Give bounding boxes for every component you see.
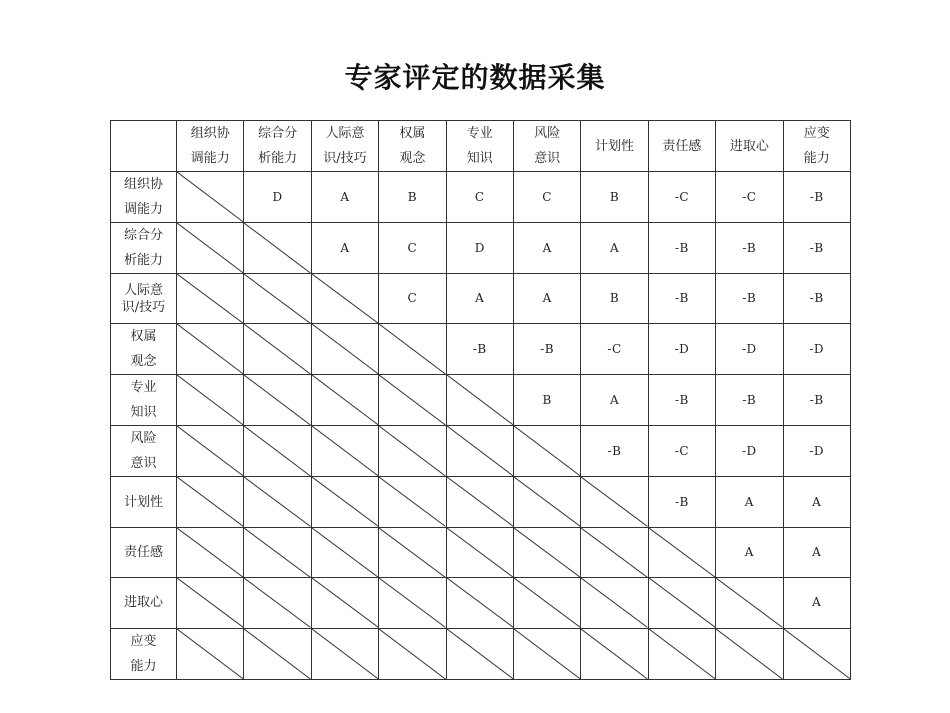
diagonal-slash — [514, 426, 580, 476]
empty-cell — [513, 426, 580, 477]
rating-cell — [513, 223, 580, 274]
empty-cell — [244, 223, 311, 274]
rating-cell — [716, 527, 783, 577]
rating-value: D — [272, 189, 283, 204]
diagonal-slash — [312, 629, 378, 679]
diagonal-slash — [581, 578, 647, 627]
empty-cell — [783, 628, 850, 679]
table-row — [111, 324, 851, 375]
rating-cell — [783, 527, 850, 577]
diagonal-slash — [177, 274, 243, 323]
rating-value: A — [609, 240, 620, 255]
rating-value: A — [812, 544, 822, 559]
row-header-label: 责任感 — [123, 544, 163, 560]
rating-cell — [446, 324, 513, 375]
rating-cell — [446, 274, 513, 324]
diagonal-slash — [784, 629, 850, 679]
diagonal-slash — [177, 375, 243, 425]
column-header — [581, 121, 648, 172]
rating-cell — [513, 324, 580, 375]
diagonal-slash — [177, 426, 243, 476]
empty-cell — [716, 628, 783, 679]
diagonal-slash — [177, 578, 243, 627]
empty-cell — [581, 477, 648, 527]
expert-rating-matrix — [110, 120, 851, 680]
diagonal-slash — [312, 324, 378, 374]
empty-cell — [244, 628, 311, 679]
empty-cell — [244, 274, 311, 324]
empty-cell — [581, 628, 648, 679]
column-header — [513, 121, 580, 172]
rating-cell — [446, 223, 513, 274]
empty-cell — [379, 324, 446, 375]
diagonal-slash — [244, 426, 310, 476]
rating-cell — [648, 324, 715, 375]
diagonal-slash — [244, 375, 310, 425]
rating-cell — [513, 274, 580, 324]
rating-cell — [379, 172, 446, 223]
diagonal-slash — [514, 578, 580, 627]
rating-value: C — [542, 189, 552, 204]
row-header-label: 进取心 — [123, 595, 163, 611]
empty-cell — [311, 527, 378, 577]
empty-cell — [311, 324, 378, 375]
empty-cell — [513, 628, 580, 679]
table-row — [111, 578, 851, 628]
diagonal-slash — [581, 629, 647, 679]
empty-cell — [177, 578, 244, 628]
rating-value: A — [542, 240, 552, 255]
rating-value: -C — [607, 341, 622, 356]
column-header-label: 组织协 调能力 — [190, 126, 230, 166]
column-header-label: 进取心 — [729, 138, 769, 154]
row-header — [111, 628, 177, 679]
diagonal-slash — [379, 324, 445, 374]
diagonal-slash — [379, 629, 445, 679]
rating-value: -B — [742, 291, 757, 306]
rating-value: -B — [809, 291, 824, 306]
empty-cell — [581, 527, 648, 577]
empty-cell — [244, 578, 311, 628]
empty-cell — [379, 578, 446, 628]
column-header — [379, 121, 446, 172]
empty-cell — [446, 527, 513, 577]
rating-value: -C — [674, 189, 690, 204]
rating-value: A — [744, 544, 754, 559]
empty-cell — [446, 426, 513, 477]
rating-value: -D — [674, 341, 690, 356]
page-title: 专家评定的数据采集 — [344, 61, 606, 94]
rating-value: A — [475, 291, 485, 306]
rating-value: -B — [809, 392, 824, 407]
column-header-label: 计划性 — [595, 138, 635, 154]
rating-value: -D — [741, 443, 757, 458]
diagonal-slash — [244, 223, 310, 273]
diagonal-slash — [177, 528, 243, 577]
row-header — [111, 477, 177, 527]
empty-cell — [177, 477, 244, 527]
empty-cell — [311, 426, 378, 477]
table-row — [111, 426, 851, 477]
column-header-label: 权属 观念 — [399, 126, 426, 166]
empty-cell — [513, 578, 580, 628]
diagonal-slash — [244, 578, 310, 627]
rating-value: A — [609, 392, 620, 407]
rating-cell — [716, 426, 783, 477]
rating-cell — [783, 274, 850, 324]
rating-value: -B — [540, 341, 555, 356]
rating-cell — [648, 477, 715, 527]
rating-value: B — [542, 392, 552, 407]
diagonal-slash — [312, 477, 378, 526]
diagonal-slash — [379, 426, 445, 476]
rating-value: -C — [742, 189, 757, 204]
empty-cell — [716, 578, 783, 628]
row-header-label: 计划性 — [123, 494, 163, 510]
table-row — [111, 527, 851, 577]
rating-cell — [244, 172, 311, 223]
header-row — [111, 121, 851, 172]
empty-cell — [311, 578, 378, 628]
empty-cell — [446, 628, 513, 679]
rating-cell — [648, 223, 715, 274]
column-header — [716, 121, 783, 172]
rating-cell — [716, 172, 783, 223]
diagonal-slash — [244, 274, 310, 323]
empty-cell — [311, 477, 378, 527]
diagonal-slash — [716, 629, 782, 679]
rating-value: A — [542, 291, 552, 306]
row-header-label: 权属 观念 — [130, 329, 157, 370]
rating-value: B — [407, 189, 418, 204]
column-header-label: 综合分 析能力 — [258, 126, 298, 166]
table-row — [111, 274, 851, 324]
table-row — [111, 375, 851, 426]
rating-value: B — [609, 189, 620, 204]
table-row — [111, 223, 851, 274]
rating-value: -B — [809, 240, 824, 255]
empty-cell — [513, 477, 580, 527]
diagonal-slash — [379, 578, 445, 627]
rating-cell — [581, 426, 648, 477]
diagonal-slash — [514, 629, 580, 679]
diagonal-slash — [716, 578, 782, 627]
rating-value: -B — [674, 240, 689, 255]
diagonal-slash — [447, 528, 513, 577]
empty-cell — [648, 578, 715, 628]
diagonal-slash — [312, 426, 378, 476]
diagonal-slash — [177, 172, 243, 222]
diagonal-slash — [177, 629, 243, 679]
column-header — [311, 121, 378, 172]
rating-value: -D — [809, 443, 825, 458]
empty-cell — [379, 527, 446, 577]
diagonal-slash — [177, 223, 243, 273]
rating-cell — [446, 172, 513, 223]
rating-value: -B — [742, 240, 757, 255]
rating-cell — [783, 375, 850, 426]
column-header — [244, 121, 311, 172]
rating-cell — [783, 477, 850, 527]
rating-value: -B — [674, 392, 689, 407]
column-header — [446, 121, 513, 172]
rating-cell — [716, 274, 783, 324]
empty-cell — [244, 324, 311, 375]
diagonal-slash — [379, 375, 445, 425]
diagonal-slash — [177, 324, 243, 374]
column-header-label: 风险 意识 — [534, 126, 561, 166]
empty-cell — [311, 375, 378, 426]
diagonal-slash — [312, 274, 378, 323]
empty-cell — [244, 375, 311, 426]
row-header-label: 专业 知识 — [130, 380, 157, 421]
empty-cell — [379, 477, 446, 527]
diagonal-slash — [649, 528, 715, 577]
rating-value: -B — [742, 392, 757, 407]
rating-value: C — [474, 189, 485, 204]
empty-cell — [244, 426, 311, 477]
empty-cell — [244, 477, 311, 527]
rating-cell — [783, 172, 850, 223]
empty-cell — [177, 223, 244, 274]
row-header-label: 风险 意识 — [130, 431, 157, 472]
empty-cell — [311, 628, 378, 679]
row-header — [111, 274, 177, 324]
rating-cell — [581, 375, 648, 426]
diagonal-slash — [379, 477, 445, 526]
row-header — [111, 375, 177, 426]
rating-value: B — [609, 291, 620, 306]
rating-value: -C — [674, 443, 690, 458]
empty-cell — [177, 172, 244, 223]
diagonal-slash — [447, 375, 513, 425]
rating-cell — [783, 578, 850, 628]
matrix-body — [111, 172, 851, 680]
diagonal-slash — [581, 477, 647, 526]
empty-cell — [177, 324, 244, 375]
rating-cell — [783, 324, 850, 375]
diagonal-slash — [447, 477, 513, 526]
rating-cell — [716, 223, 783, 274]
column-header-label: 人际意 识/技巧 — [323, 126, 367, 166]
rating-cell — [648, 375, 715, 426]
empty-cell — [177, 375, 244, 426]
rating-cell — [379, 274, 446, 324]
empty-cell — [177, 628, 244, 679]
column-header — [177, 121, 244, 172]
diagonal-slash — [447, 578, 513, 627]
row-header — [111, 172, 177, 223]
rating-value: -B — [472, 341, 487, 356]
diagonal-slash — [177, 477, 243, 526]
rating-value: C — [407, 240, 418, 255]
rating-cell — [311, 172, 378, 223]
rating-cell — [581, 324, 648, 375]
empty-cell — [311, 274, 378, 324]
diagonal-slash — [514, 528, 580, 577]
diagonal-slash — [447, 426, 513, 476]
rating-value: D — [474, 240, 485, 255]
column-header — [783, 121, 850, 172]
corner-cell — [111, 121, 177, 172]
table-row — [111, 477, 851, 527]
rating-value: A — [812, 494, 822, 509]
row-header — [111, 426, 177, 477]
row-header-label: 综合分 析能力 — [123, 228, 163, 268]
rating-value: -B — [607, 443, 622, 458]
diagonal-slash — [312, 578, 378, 627]
rating-cell — [648, 426, 715, 477]
diagonal-slash — [244, 629, 310, 679]
empty-cell — [581, 578, 648, 628]
diagonal-slash — [649, 578, 715, 627]
rating-value: -B — [674, 291, 689, 306]
diagonal-slash — [244, 528, 310, 577]
empty-cell — [177, 527, 244, 577]
row-header — [111, 223, 177, 274]
column-header — [648, 121, 715, 172]
rating-cell — [379, 223, 446, 274]
empty-cell — [379, 375, 446, 426]
empty-cell — [648, 527, 715, 577]
rating-cell — [716, 477, 783, 527]
diagonal-slash — [447, 629, 513, 679]
rating-cell — [581, 223, 648, 274]
row-header-label: 应变 能力 — [130, 633, 157, 674]
empty-cell — [379, 628, 446, 679]
row-header — [111, 324, 177, 375]
diagonal-slash — [244, 477, 310, 526]
rating-cell — [783, 426, 850, 477]
rating-value: A — [340, 189, 350, 204]
rating-cell — [716, 375, 783, 426]
rating-cell — [513, 375, 580, 426]
diagonal-slash — [312, 375, 378, 425]
rating-cell — [648, 172, 715, 223]
rating-value: A — [744, 494, 754, 509]
rating-value: -D — [809, 341, 825, 356]
row-header-label: 组织协 调能力 — [123, 177, 163, 217]
diagonal-slash — [379, 528, 445, 577]
rating-cell — [581, 172, 648, 223]
diagonal-slash — [514, 477, 580, 526]
empty-cell — [446, 578, 513, 628]
empty-cell — [446, 375, 513, 426]
rating-value: -B — [809, 189, 824, 204]
diagonal-slash — [312, 528, 378, 577]
rating-value: -B — [674, 494, 689, 509]
diagonal-slash — [244, 324, 310, 374]
column-header-label: 责任感 — [662, 138, 702, 154]
rating-value: -D — [741, 341, 757, 356]
empty-cell — [177, 274, 244, 324]
rating-value: A — [812, 595, 822, 610]
diagonal-slash — [581, 528, 647, 577]
table-row — [111, 628, 851, 679]
rating-cell — [648, 274, 715, 324]
table-row — [111, 172, 851, 223]
rating-cell — [513, 172, 580, 223]
rating-cell — [716, 324, 783, 375]
empty-cell — [446, 477, 513, 527]
empty-cell — [177, 426, 244, 477]
empty-cell — [513, 527, 580, 577]
empty-cell — [244, 527, 311, 577]
rating-cell — [783, 223, 850, 274]
row-header-label: 人际意 识/技巧 — [121, 282, 166, 315]
rating-cell — [311, 223, 378, 274]
rating-value: A — [340, 240, 350, 255]
row-header — [111, 527, 177, 577]
rating-value: C — [407, 291, 418, 306]
column-header-label: 专业 知识 — [466, 126, 493, 166]
rating-cell — [581, 274, 648, 324]
diagonal-slash — [649, 629, 715, 679]
row-header — [111, 578, 177, 628]
empty-cell — [379, 426, 446, 477]
column-header-label: 应变 能力 — [803, 126, 830, 166]
empty-cell — [648, 628, 715, 679]
